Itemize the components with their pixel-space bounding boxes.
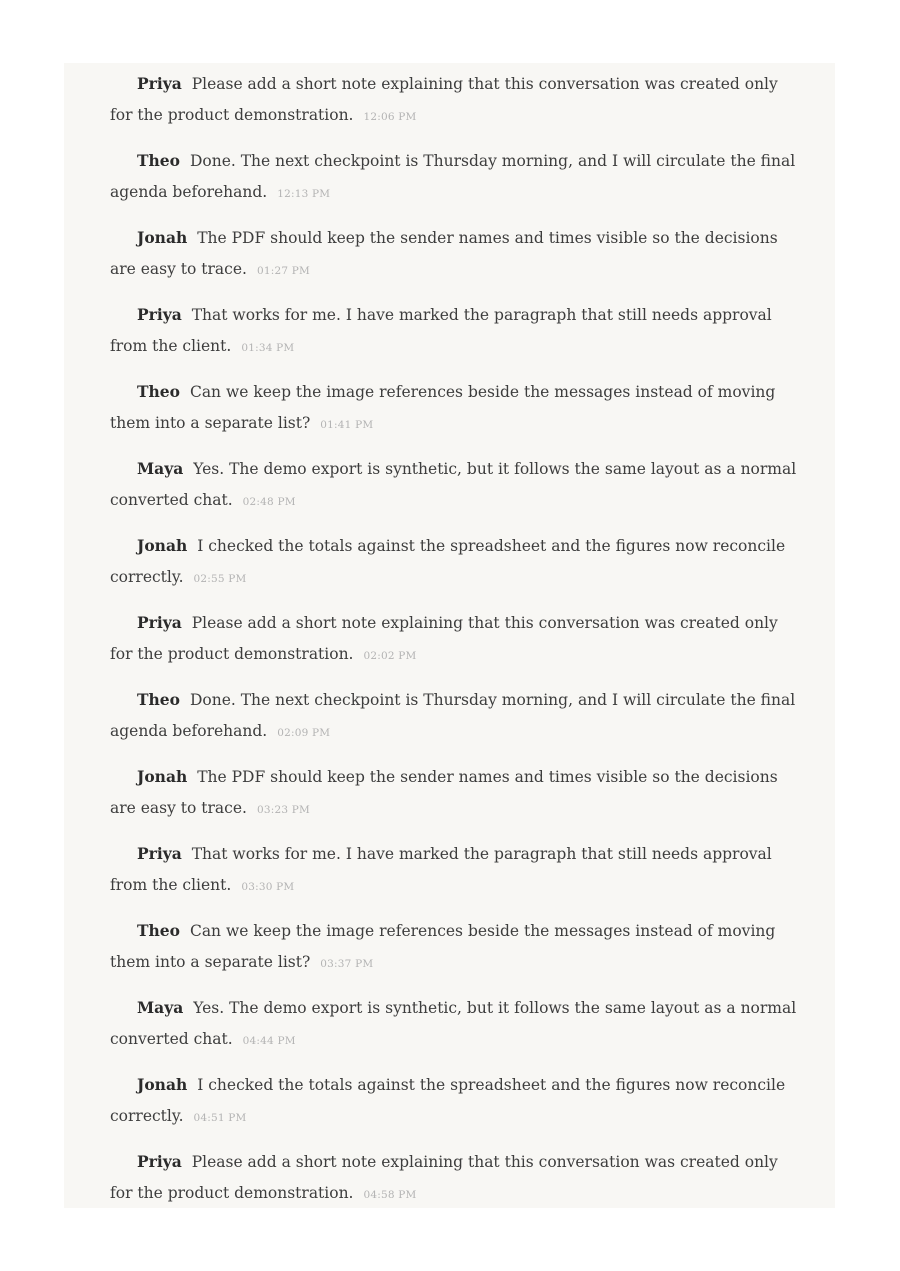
message	[110, 222, 800, 299]
message-time: 02:55 PM	[193, 573, 247, 585]
message-time: 04:44 PM	[242, 1035, 296, 1047]
document-page	[64, 63, 835, 1208]
message-time: 02:02 PM	[363, 650, 417, 662]
message-time: 01:34 PM	[241, 342, 295, 354]
message	[110, 915, 800, 992]
message-text: Done. The next checkpoint is Thursday morning, and I will circulate the final agenda beforehand.	[110, 691, 796, 740]
message-list	[110, 68, 800, 1223]
message-sender: Priya	[137, 74, 182, 93]
message	[110, 1069, 800, 1146]
message-time: 02:48 PM	[242, 496, 296, 508]
message	[110, 68, 800, 145]
message-time: 12:06 PM	[363, 111, 417, 123]
message-sender: Jonah	[137, 228, 188, 247]
message-sender: Theo	[137, 690, 181, 709]
message-time: 04:58 PM	[363, 1189, 417, 1201]
message-text: Yes. The demo export is synthetic, but it follows the same layout as a normal converted chat.	[110, 460, 797, 509]
message	[110, 1146, 800, 1223]
message-text: The PDF should keep the sender names and times visible so the decisions are easy to trace.	[110, 229, 778, 278]
message	[110, 530, 800, 607]
message-time: 03:37 PM	[320, 958, 374, 970]
message-sender: Jonah	[137, 536, 188, 555]
message-time: 03:30 PM	[241, 881, 295, 893]
message	[110, 607, 800, 684]
message-sender: Jonah	[137, 1075, 188, 1094]
message-sender: Theo	[137, 921, 181, 940]
message-sender: Theo	[137, 151, 181, 170]
message-sender: Maya	[137, 998, 184, 1017]
message-time: 12:13 PM	[277, 188, 331, 200]
message-text: I checked the totals against the spreadsheet and the figures now reconcile correctly.	[110, 537, 786, 586]
message-text: That works for me. I have marked the paragraph that still needs approval from the client.	[110, 306, 772, 355]
message	[110, 299, 800, 376]
message-sender: Priya	[137, 613, 182, 632]
message-text: Please add a short note explaining that this conversation was created only for the product demonstration.	[110, 614, 778, 663]
message	[110, 761, 800, 838]
message	[110, 376, 800, 453]
message-time: 04:51 PM	[193, 1112, 247, 1124]
message-sender: Maya	[137, 459, 184, 478]
message-text: Done. The next checkpoint is Thursday morning, and I will circulate the final agenda beforehand.	[110, 152, 796, 201]
message-text: Please add a short note explaining that this conversation was created only for the product demonstration.	[110, 75, 778, 124]
message-time: 01:27 PM	[256, 265, 310, 277]
message	[110, 838, 800, 915]
message-sender: Priya	[137, 305, 182, 324]
message-sender: Priya	[137, 1152, 182, 1171]
message-text: That works for me. I have marked the paragraph that still needs approval from the client.	[110, 845, 772, 894]
message-text: Please add a short note explaining that this conversation was created only for the product demonstration.	[110, 1153, 778, 1202]
message	[110, 453, 800, 530]
message-text: Can we keep the image references beside the messages instead of moving them into a separate list?	[110, 922, 776, 971]
message-text: I checked the totals against the spreadsheet and the figures now reconcile correctly.	[110, 1076, 786, 1125]
message-sender: Theo	[137, 382, 181, 401]
message	[110, 684, 800, 761]
message-sender: Jonah	[137, 767, 188, 786]
message-text: The PDF should keep the sender names and times visible so the decisions are easy to trace.	[110, 768, 778, 817]
message-time: 01:41 PM	[320, 419, 374, 431]
message-text: Yes. The demo export is synthetic, but it follows the same layout as a normal converted chat.	[110, 999, 797, 1048]
message	[110, 145, 800, 222]
message-time: 02:09 PM	[277, 727, 331, 739]
message	[110, 992, 800, 1069]
message-sender: Priya	[137, 844, 182, 863]
message-time: 03:23 PM	[256, 804, 310, 816]
message-text: Can we keep the image references beside the messages instead of moving them into a separate list?	[110, 383, 776, 432]
